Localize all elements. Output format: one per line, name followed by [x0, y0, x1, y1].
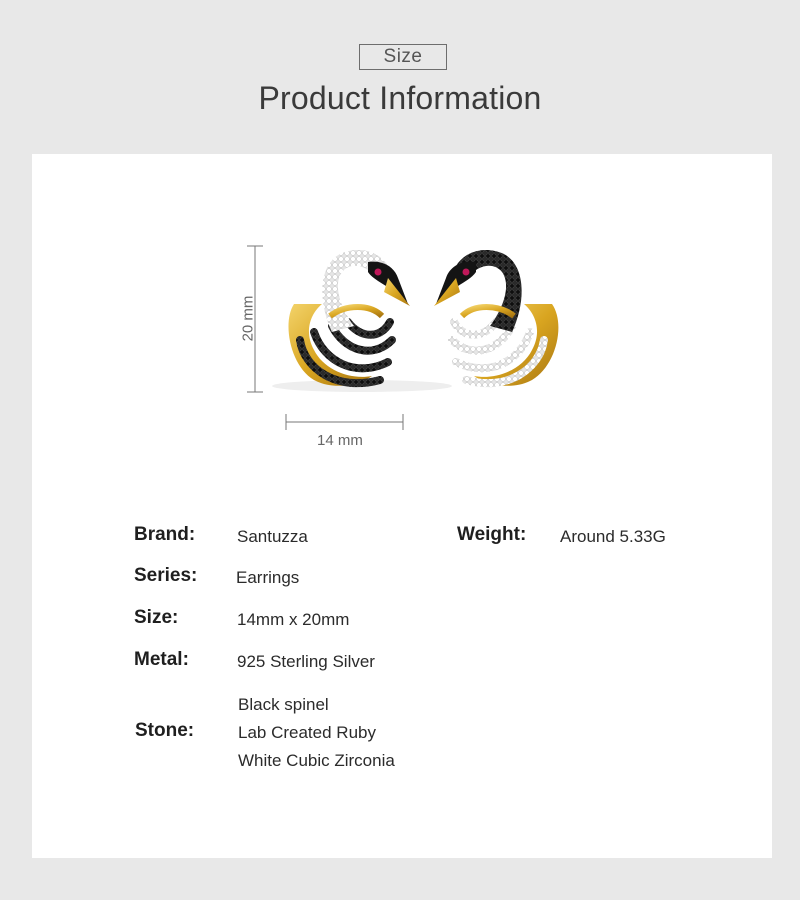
- stone-label: Stone:: [135, 720, 195, 741]
- size-label: Size:: [134, 607, 179, 628]
- height-dimension-label: 20 mm: [239, 295, 257, 342]
- swan-earrings-image: [32, 154, 772, 454]
- weight-value: Around 5.33G: [560, 527, 666, 546]
- weight-label: Weight:: [457, 524, 527, 545]
- width-dimension-line: [286, 414, 403, 430]
- metal-label: Metal:: [134, 649, 189, 670]
- brand-label: Brand:: [134, 524, 196, 545]
- left-swan-earring: [272, 250, 452, 392]
- series-value: Earrings: [236, 568, 300, 587]
- metal-value: 925 Sterling Silver: [237, 652, 375, 671]
- page-title: Product Information: [258, 80, 542, 116]
- series-label: Series:: [134, 565, 198, 586]
- width-dimension-label: 14 mm: [317, 432, 363, 449]
- right-swan-earring: [434, 250, 558, 386]
- product-info-card: [32, 154, 772, 858]
- stone-value-3: White Cubic Zirconia: [238, 751, 395, 770]
- stone-values: [238, 691, 395, 775]
- size-tag: Size: [359, 44, 447, 70]
- brand-value: Santuzza: [237, 527, 308, 546]
- size-value: 14mm x 20mm: [237, 610, 350, 629]
- stone-value-1: Black spinel: [238, 695, 329, 714]
- stone-value-2: Lab Created Ruby: [238, 723, 376, 742]
